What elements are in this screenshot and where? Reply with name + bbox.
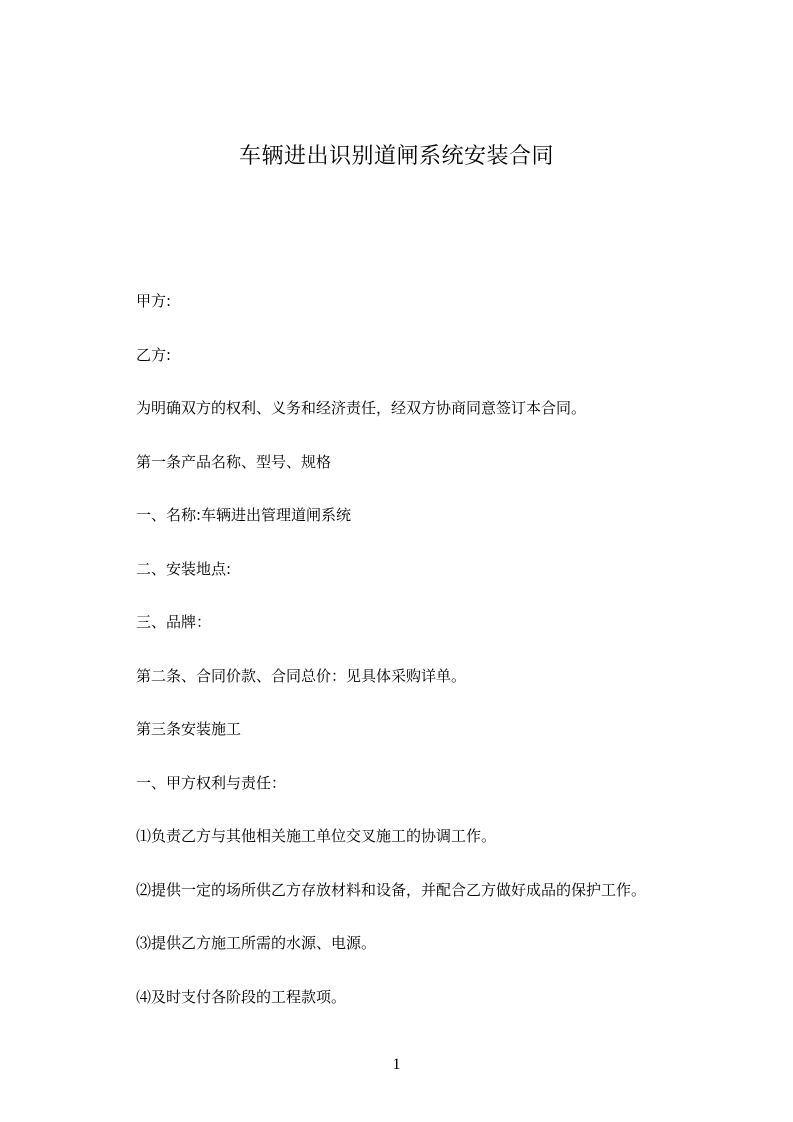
document-title: 车辆进出识别道闸系统安装合同 — [238, 144, 554, 169]
article-3-heading: 第三条安装施工 — [136, 720, 242, 738]
product-name-line: 一、名称:车辆进出管理道闸系统 — [136, 506, 352, 524]
duty-item-3: ⑶提供乙方施工所需的水源、电源。 — [136, 934, 377, 952]
article-2-line: 第二条、合同价款、合同总价：见具体采购详单。 — [136, 666, 467, 685]
document-body — [136, 289, 736, 1038]
party-a-line: 甲方: — [136, 292, 172, 310]
page-number: 1 — [392, 1056, 401, 1073]
duty-item-1: ⑴负责乙方与其他相关施工单位交叉施工的协调工作。 — [136, 827, 497, 845]
duty-item-2: ⑵提供一定的场所供乙方存放材料和设备，并配合乙方做好成品的保护工作。 — [136, 880, 647, 899]
install-location-line: 二、安装地点: — [136, 559, 232, 578]
brand-line: 三、品牌： — [136, 613, 212, 631]
preamble-paragraph: 为明确双方的权利、义务和经济责任，经双方协商同意签订本合同。 — [136, 399, 587, 417]
party-b-line: 乙方: — [136, 345, 172, 364]
party-a-duties-heading: 一、甲方权利与责任： — [136, 773, 287, 792]
article-1-heading: 第一条产品名称、型号、规格 — [136, 452, 332, 471]
duty-item-4: ⑷及时支付各阶段的工程款项。 — [136, 987, 347, 1006]
